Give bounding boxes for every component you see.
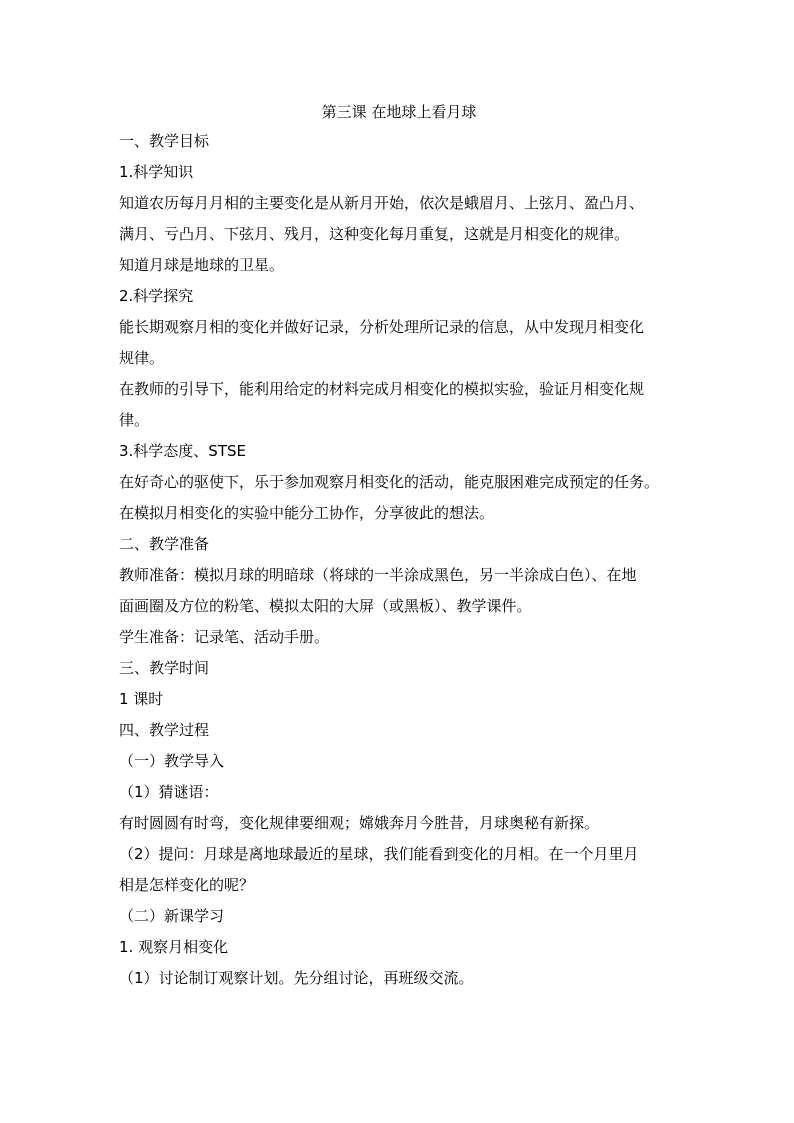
subheading-introduction: （一）教学导入 <box>119 752 225 770</box>
paragraph-line: 知道月球是地球的卫星。 <box>119 256 285 274</box>
paragraph-line: 能长期观察月相的变化并做好记录，分析处理所记录的信息，从中发现月相变化 <box>119 318 645 336</box>
paragraph-line: 在好奇心的驱使下，乐于参加观察月相变化的活动，能克服困难完成预定的任务。 <box>119 473 660 491</box>
paragraph-line: （1）讨论制订观察计划。先分组讨论，再班级交流。 <box>119 969 474 987</box>
lesson-title: 第三课 在地球上看月球 <box>321 103 477 121</box>
paragraph-line: （1）猜谜语： <box>119 783 219 801</box>
paragraph-line: 教师准备：模拟月球的明暗球（将球的一半涂成黑色，另一半涂成白色）、在地 <box>119 566 637 584</box>
paragraph-line: 面画圈及方位的粉笔、模拟太阳的大屏（或黑板）、教学课件。 <box>119 597 532 615</box>
paragraph-line: 知道农历每月月相的主要变化是从新月开始，依次是蛾眉月、上弦月、盈凸月、 <box>119 194 645 212</box>
section-heading-process: 四、教学过程 <box>119 721 210 739</box>
subheading-science-attitude: 3.科学态度、STSE <box>119 442 246 460</box>
paragraph-line: 有时圆圆有时弯，变化规律要细观；嫦娥奔月今胜昔，月球奥秘有新探。 <box>119 814 600 832</box>
paragraph-line: 规律。 <box>119 349 165 367</box>
paragraph-line: （2）提问：月球是离地球最近的星球，我们能看到变化的月相。在一个月里月 <box>119 845 639 863</box>
paragraph-line: 满月、亏凸月、下弦月、残月，这种变化每月重复，这就是月相变化的规律。 <box>119 225 630 243</box>
section-heading-preparation: 二、教学准备 <box>119 535 210 553</box>
paragraph-line: 律。 <box>119 411 150 429</box>
section-heading-objectives: 一、教学目标 <box>119 132 210 150</box>
document-body <box>119 98 679 994</box>
subheading-new-lesson: （二）新课学习 <box>119 907 225 925</box>
paragraph-line: 在模拟月相变化的实验中能分工协作，分享彼此的想法。 <box>119 504 495 522</box>
paragraph-line: 1 课时 <box>119 690 164 708</box>
subheading-science-knowledge: 1.科学知识 <box>119 163 194 181</box>
paragraph-line: 相是怎样变化的呢？ <box>119 876 255 894</box>
subheading-science-inquiry: 2.科学探究 <box>119 287 194 305</box>
section-heading-time: 三、教学时间 <box>119 659 210 677</box>
paragraph-line: 在教师的引导下，能利用给定的材料完成月相变化的模拟实验，验证月相变化规 <box>119 380 645 398</box>
paragraph-line: 1. 观察月相变化 <box>119 938 229 956</box>
paragraph-line: 学生准备：记录笔、活动手册。 <box>119 628 330 646</box>
